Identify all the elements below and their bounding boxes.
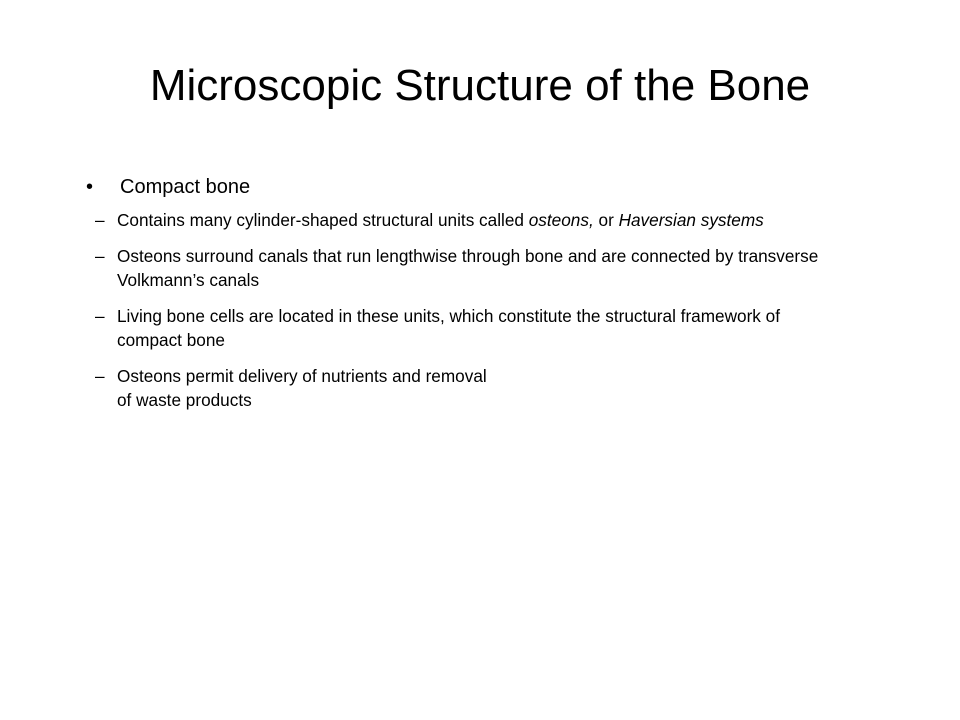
- sub-bullet-item: [79, 304, 837, 352]
- sub-bullet-text-italic: osteons,: [528, 210, 594, 230]
- slide-title: Microscopic Structure of the Bone: [149, 61, 811, 110]
- sub-bullet-text: Contains many cylinder-shaped structural units called: [117, 210, 529, 230]
- sub-bullet-text: or: [593, 210, 619, 230]
- sub-bullet-list: [79, 208, 879, 412]
- bullet-list: [86, 172, 894, 424]
- sub-bullet-text: Osteons permit delivery of nutrients and removal: [117, 366, 487, 386]
- sub-bullet-item: [79, 244, 837, 292]
- bullet-text: Compact bone: [120, 176, 251, 198]
- dash-glyph: –: [95, 366, 105, 386]
- bullet-glyph: •: [86, 176, 94, 198]
- bullet-item-compact-bone: [86, 172, 894, 202]
- sub-bullet-text: Living bone cells are located in these units, which constitute the structural framework of compact bone: [117, 306, 781, 350]
- sub-bullet-item: [79, 208, 837, 232]
- sub-bullet-text: Osteons surround canals that run lengthwise through bone and are connected by transverse Volkmann’s canals: [117, 246, 819, 290]
- sub-bullet-item: [79, 364, 837, 412]
- dash-glyph: –: [95, 210, 105, 230]
- dash-glyph: –: [95, 306, 105, 326]
- sub-bullet-text-italic: Haversian systems: [618, 210, 764, 230]
- dash-glyph: –: [95, 246, 105, 266]
- sub-bullet-text: of waste products: [117, 390, 252, 410]
